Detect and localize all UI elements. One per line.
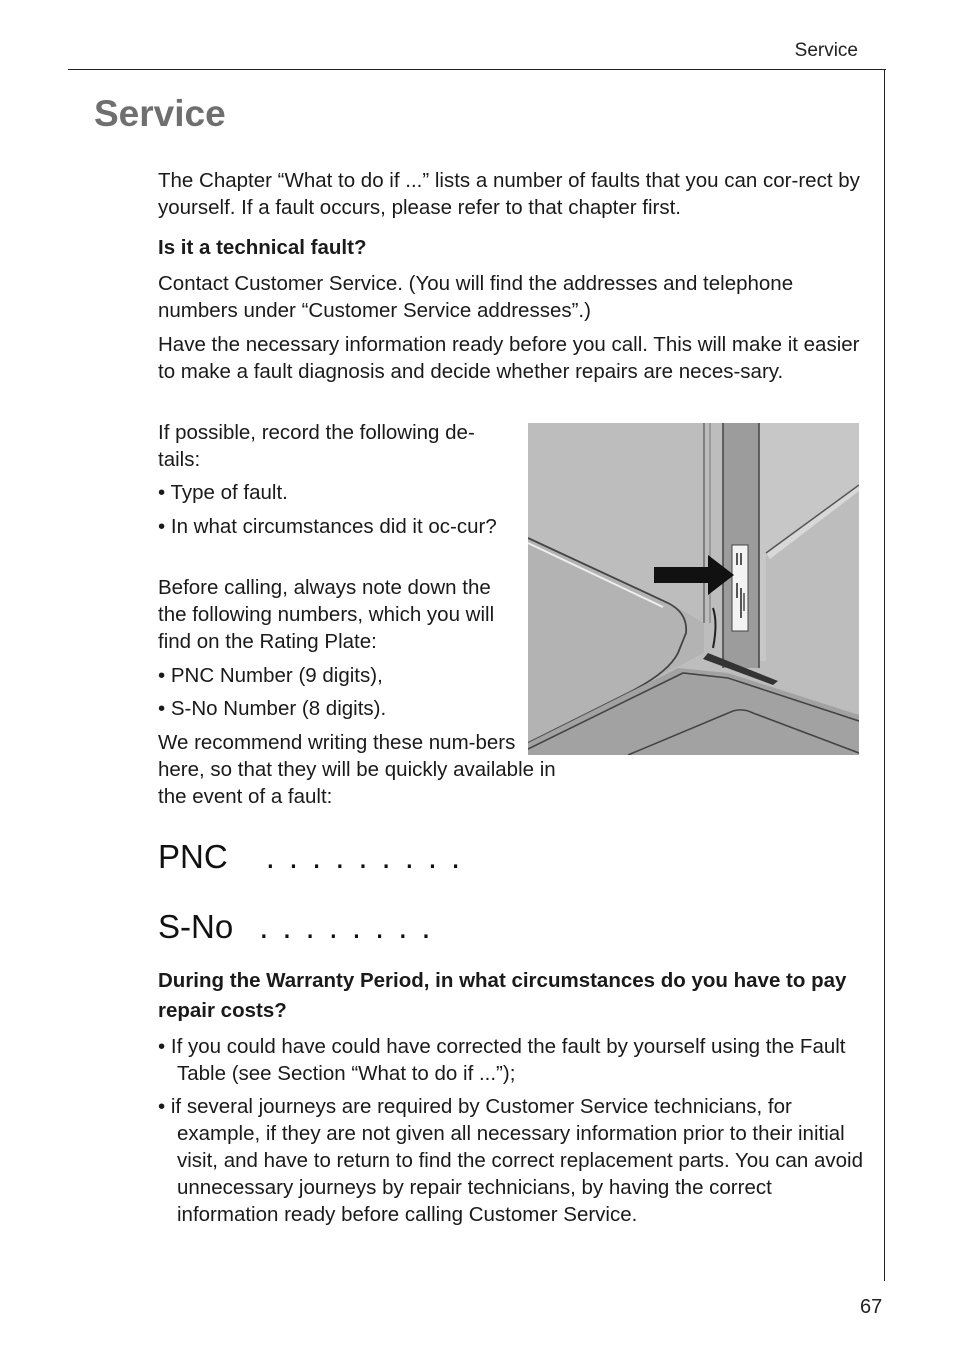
warranty-heading: During the Warranty Period, in what circumstances do you have to pay repair costs? <box>158 969 847 1022</box>
warranty-bullet: • if several journeys are required by Customer Service technicians, for example, if they are not given all necessary information prior to their initial visit, and have to return to find the correct replacement parts. You can avoid unnecessary journeys by repair technicians, by having the correct information ready before calling Customer Service. <box>158 1095 864 1226</box>
sno-label: S-No <box>158 908 234 945</box>
margin-rule <box>884 69 885 1281</box>
warranty-bullet: • If you could have could have corrected the fault by yourself using the Fault Table (see Section “What to do if ...”); <box>158 1035 846 1085</box>
contact-paragraph: Contact Customer Service. (You will find the addresses and telephone numbers under “Customer Service addresses”.) <box>158 272 794 322</box>
page-title: Service <box>94 93 226 134</box>
running-header: Service <box>794 40 858 61</box>
technical-fault-heading: Is it a technical fault? <box>158 236 367 259</box>
intro-paragraph: The Chapter “What to do if ...” lists a number of faults that you can cor-rect by yourself. If a fault occurs, please refer to that chapter first. <box>158 169 860 219</box>
number-bullet: • PNC Number (9 digits), <box>158 664 383 687</box>
pnc-field <box>158 838 474 876</box>
pnc-blank: ......... <box>265 838 475 875</box>
page-number: 67 <box>860 1296 883 1318</box>
record-details-paragraph: If possible, record the following de-tails: <box>158 421 475 471</box>
rating-plate-location-illustration <box>528 423 859 755</box>
pnc-label: PNC <box>158 838 228 875</box>
before-calling-paragraph: Before calling, always note down the the following numbers, which you will find on the Rating Plate: <box>158 576 495 653</box>
detail-bullet: • In what circumstances did it oc-cur? <box>158 515 497 538</box>
sno-blank: ........ <box>259 908 445 945</box>
header-rule <box>68 69 886 70</box>
info-ready-paragraph: Have the necessary information ready before you call. This will make it easier to make a fault diagnosis and decide whether repairs are neces-sary. <box>158 333 860 383</box>
sno-field <box>158 908 445 946</box>
recommend-paragraph: We recommend writing these num-bers here, so that they will be quickly available in the event of a fault: <box>158 731 556 808</box>
detail-bullet: • Type of fault. <box>158 481 288 504</box>
number-bullet: • S-No Number (8 digits). <box>158 697 387 720</box>
